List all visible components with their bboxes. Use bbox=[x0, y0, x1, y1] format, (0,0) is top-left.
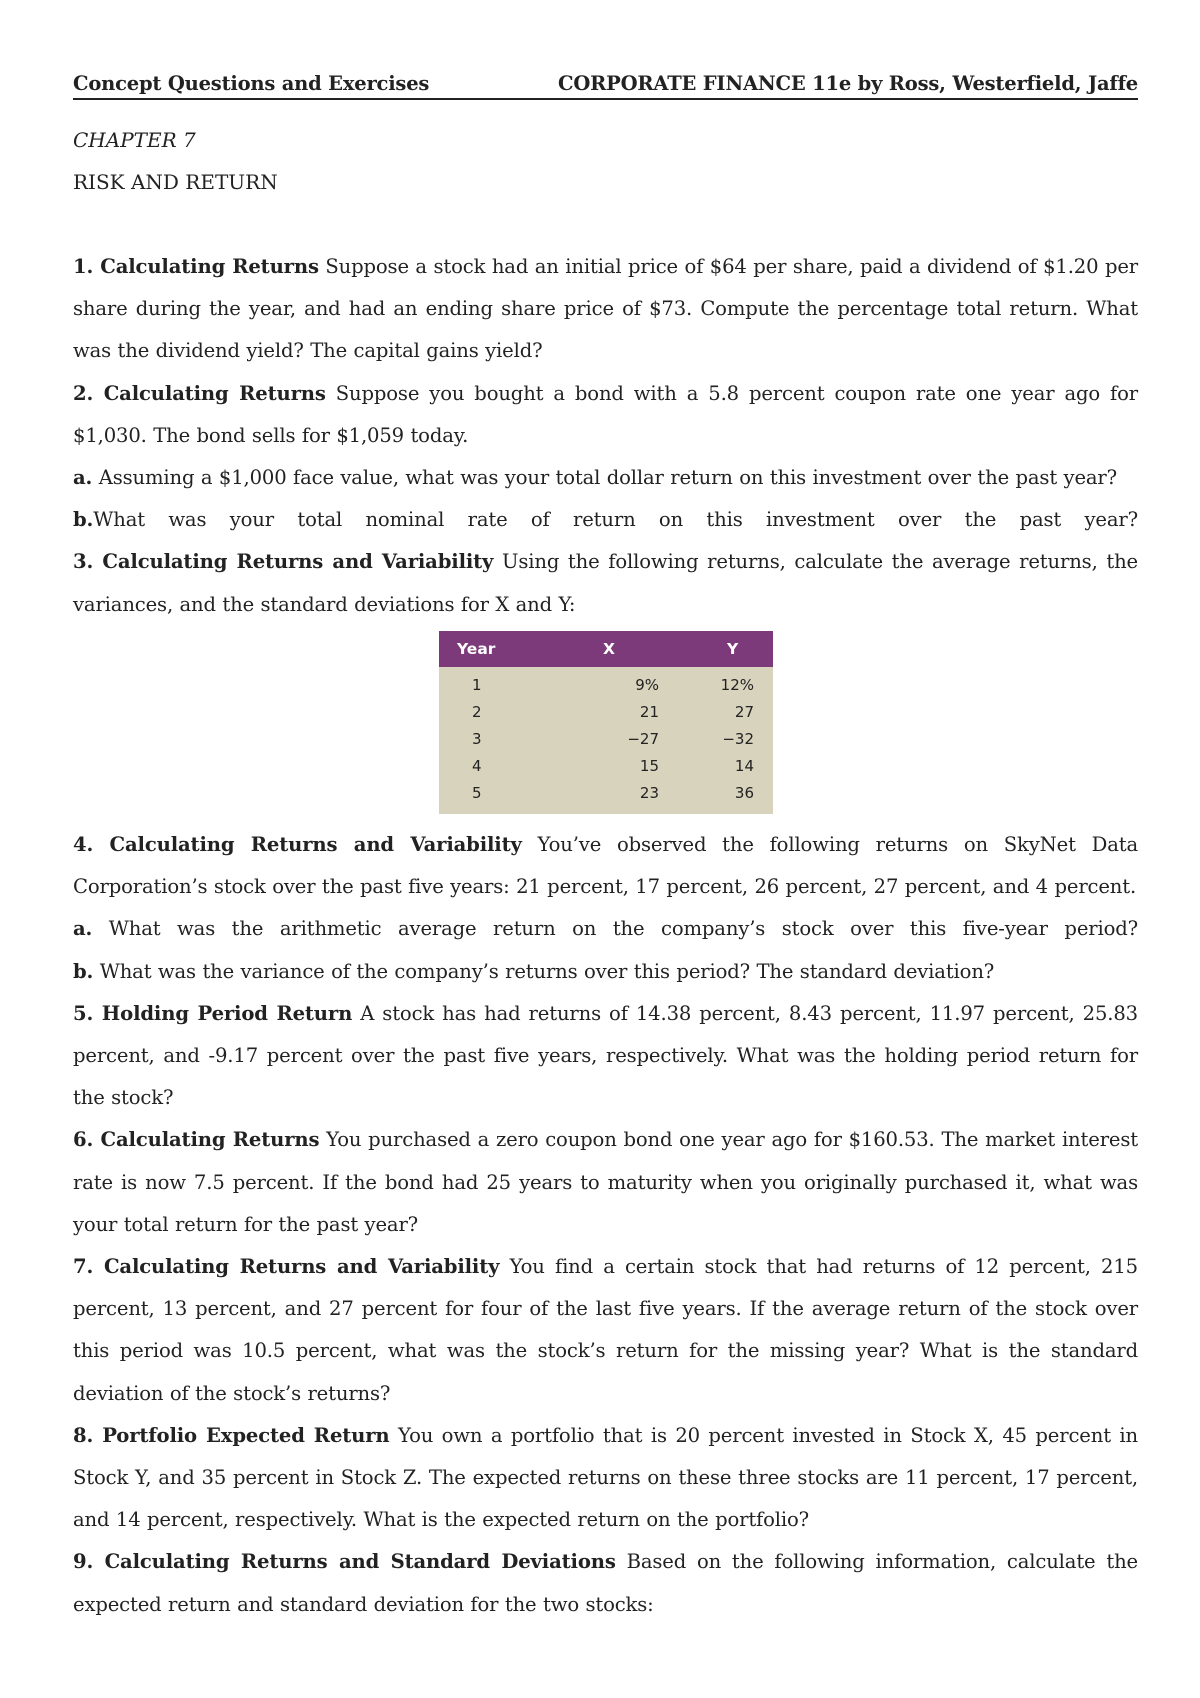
question-4 bbox=[73, 824, 1138, 908]
question-1 bbox=[73, 246, 1138, 373]
chapter-title: RISK AND RETURN bbox=[73, 170, 278, 194]
table-cell-x: 15 bbox=[639, 757, 659, 775]
question-4-label: 4. Calculating Returns and Variability bbox=[73, 833, 522, 856]
questions-block-1 bbox=[73, 246, 1138, 626]
table-cell-x: 21 bbox=[639, 703, 659, 721]
table-row bbox=[439, 726, 773, 753]
table-cell-x: −27 bbox=[627, 730, 659, 748]
question-7-text: You find a certain stock that had returns of 12 percent, 215 percent, 13 percent, and 27 percent for four of the last five years. If the average return of the stock over this period was 10.5 percent, what was the stock’s return for the missing year? What is the standard deviation of the stock’s returns? bbox=[73, 1255, 1138, 1405]
question-7 bbox=[73, 1246, 1138, 1415]
question-3-label: 3. Calculating Returns and Variability bbox=[73, 550, 494, 574]
header-left: Concept Questions and Exercises bbox=[73, 72, 430, 95]
table-cell-x: 23 bbox=[639, 784, 659, 802]
question-2-label: 2. Calculating Returns bbox=[73, 381, 326, 405]
table-cell-year: 1 bbox=[472, 676, 482, 694]
question-4a bbox=[73, 908, 1138, 950]
table-cell-year: 2 bbox=[472, 703, 482, 721]
question-6-text: You purchased a zero coupon bond one year ago for $160.53. The market interest rate is now 7.5 percent. If the bond had 25 years to maturity when you originally purchased it, what was your total return for the past year? bbox=[73, 1128, 1138, 1236]
question-2a bbox=[73, 457, 1138, 499]
question-2a-text: Assuming a $1,000 face value, what was your total dollar return on this investment over the past year? bbox=[92, 466, 1117, 490]
question-4b-label: b. bbox=[73, 959, 94, 983]
question-1-text: Suppose a stock had an initial price of $64 per share, paid a dividend of $1.20 per share during the year, and had an ending share price of $73. Compute the percentage total return. What was the dividend yield? The capital gains yield? bbox=[73, 255, 1139, 363]
question-4b bbox=[73, 951, 1138, 993]
table-cell-year: 3 bbox=[472, 730, 482, 748]
question-2b bbox=[73, 499, 1138, 541]
table-cell-y: 27 bbox=[734, 703, 754, 721]
questions-block-2 bbox=[73, 824, 1138, 1626]
table-cell-y: 12% bbox=[720, 676, 754, 694]
question-4-text: You’ve observed the following returns on SkyNet Data Corporation’s stock over the past five years: 21 percent, 17 percent, 26 percent, 27 percent, and 4 percent. bbox=[73, 833, 1138, 899]
question-6-label: 6. Calculating Returns bbox=[73, 1128, 320, 1152]
question-5 bbox=[73, 993, 1138, 1120]
returns-table bbox=[439, 631, 773, 814]
question-9-label: 9. Calculating Returns and Standard Deviations bbox=[73, 1550, 616, 1574]
question-2b-text: What was your total nominal rate of return on this investment over the past year? bbox=[93, 508, 1138, 532]
table-cell-x: 9% bbox=[635, 676, 659, 694]
question-8-text: You own a portfolio that is 20 percent invested in Stock X, 45 percent in Stock Y, and 35 percent in Stock Z. The expected returns on these three stocks are 11 percent, 17 percent, and 14 percent, respectively. What is the expected return on the portfolio? bbox=[73, 1423, 1138, 1532]
question-8 bbox=[73, 1415, 1138, 1542]
header-year: Year bbox=[457, 640, 496, 658]
question-4a-text: What was the arithmetic average return on the company’s stock over this five-year period? bbox=[92, 917, 1138, 941]
table-row bbox=[439, 699, 773, 726]
question-4b-text: What was the variance of the company’s returns over this period? The standard deviation? bbox=[93, 959, 995, 983]
table-row bbox=[439, 672, 773, 699]
table-cell-y: −32 bbox=[722, 730, 754, 748]
question-3 bbox=[73, 541, 1138, 625]
header-right: CORPORATE FINANCE 11e by Ross, Westerfield, Jaffe bbox=[558, 72, 1138, 95]
table-cell-y: 14 bbox=[734, 757, 754, 775]
table-row bbox=[439, 780, 773, 807]
header-rule bbox=[73, 98, 1138, 100]
table-cell-y: 36 bbox=[734, 784, 754, 802]
table-cell-year: 5 bbox=[472, 784, 482, 802]
question-9 bbox=[73, 1541, 1138, 1625]
question-5-text: A stock has had returns of 14.38 percent, 8.43 percent, 11.97 percent, 25.83 percent, and -9.17 percent over the past five years, respectively. What was the holding period return for the stock? bbox=[73, 1001, 1139, 1110]
returns-table-header bbox=[439, 631, 773, 667]
table-row bbox=[439, 753, 773, 780]
question-6 bbox=[73, 1119, 1138, 1246]
question-9-text: Based on the following information, calculate the expected return and standard deviation for the two stocks: bbox=[73, 1550, 1138, 1616]
question-7-label: 7. Calculating Returns and Variability bbox=[73, 1255, 500, 1279]
question-2-text: Suppose you bought a bond with a 5.8 percent coupon rate one year ago for $1,030. The bond sells for $1,059 today. bbox=[73, 381, 1138, 447]
question-5-label: 5. Holding Period Return bbox=[73, 1001, 353, 1025]
question-2b-label: b. bbox=[73, 508, 94, 532]
header-y: Y bbox=[727, 640, 739, 658]
question-3-text: Using the following returns, calculate the average returns, the variances, and the standard deviations for X and Y: bbox=[73, 550, 1138, 616]
question-8-label: 8. Portfolio Expected Return bbox=[73, 1423, 390, 1447]
header-x: X bbox=[603, 640, 615, 658]
question-1-label: 1. Calculating Returns bbox=[73, 255, 319, 278]
question-2 bbox=[73, 373, 1138, 457]
chapter-label: CHAPTER 7 bbox=[73, 128, 196, 152]
question-4a-label: a. bbox=[73, 917, 93, 941]
table-cell-year: 4 bbox=[472, 757, 482, 775]
question-2a-label: a. bbox=[73, 466, 93, 490]
